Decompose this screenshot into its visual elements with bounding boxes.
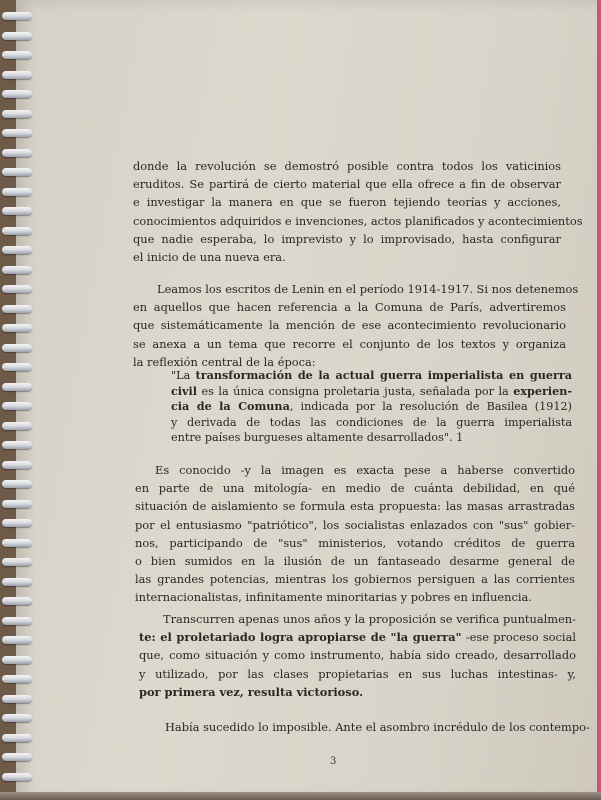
binding-ring xyxy=(2,285,32,293)
binding-ring xyxy=(2,149,32,157)
binding-ring xyxy=(2,695,32,703)
binding-ring xyxy=(2,168,32,176)
binding-ring xyxy=(2,266,32,274)
binding-ring xyxy=(2,207,32,215)
binding-ring xyxy=(2,110,32,118)
binding-ring xyxy=(2,344,32,352)
page-bottom-edge xyxy=(0,792,601,800)
text-line: Es conocido -y la imagen es exacta pese a haberse convertido xyxy=(155,463,575,477)
quote-line: entre países burgueses altamente desarrollados". 1 xyxy=(171,431,464,445)
quote-line: cia de la Comuna, indicada por la resolución de Basilea (1912) xyxy=(171,399,573,414)
binding-ring xyxy=(2,227,32,235)
text-line: Había sucedido lo imposible. Ante el asombro incrédulo de los contempo- xyxy=(165,720,590,734)
page-edge xyxy=(597,0,601,800)
text-line: se anexa a un tema que recorre el conjunto de los textos y organiza xyxy=(133,336,566,351)
binding-ring xyxy=(2,539,32,547)
binding-ring xyxy=(2,90,32,98)
text-line: Leamos los escritos de Lenin en el período 1914-1917. Si nos detenemos xyxy=(157,282,579,296)
quote-line: civil es la única consigna proletaria justa, señalada por la experien- xyxy=(171,383,572,398)
binding-ring xyxy=(2,636,32,644)
text-line: eruditos. Se partirá de cierto material que ella ofrece a fin de observar xyxy=(133,177,561,192)
binding-ring xyxy=(2,51,32,59)
binding-ring xyxy=(2,519,32,527)
binding-ring xyxy=(2,578,32,586)
binding-ring xyxy=(2,558,32,566)
text-line: las grandes potencias, mientras los gobiernos persiguen a las corrientes xyxy=(135,572,575,587)
binding-ring xyxy=(2,188,32,196)
binding-ring xyxy=(2,597,32,605)
text-line: el inicio de una nueva era. xyxy=(133,250,286,265)
binding-ring xyxy=(2,480,32,488)
paragraph-1 xyxy=(133,157,583,266)
text-line: la reflexión central de la época: xyxy=(133,354,316,369)
text-line: en parte de una mitología- en medio de cuánta debilidad, en qué xyxy=(135,481,575,496)
binding-ring xyxy=(2,675,32,683)
quote-line: y derivada de todas las condiciones de la guerra imperialista xyxy=(171,415,572,429)
binding-ring xyxy=(2,656,32,664)
text-line: e investigar la manera en que se fueron tejiendo teorías y acciones, xyxy=(133,195,561,210)
text-line: y utilizado, por las clases propietarias en sus luchas intestinas- y, xyxy=(139,666,576,681)
binding-ring xyxy=(2,500,32,508)
text-line: donde la revolución se demostró posible contra todos los vaticinios xyxy=(133,159,561,173)
binding-ring xyxy=(2,422,32,430)
binding-ring xyxy=(2,402,32,410)
binding-ring xyxy=(2,12,32,20)
binding-ring xyxy=(2,129,32,137)
binding-ring xyxy=(2,383,32,391)
text-line: conocimientos adquiridos e invenciones, actos planificados y acontecimientos xyxy=(133,213,583,228)
binding-ring xyxy=(2,32,32,40)
binding-ring xyxy=(2,363,32,371)
text-line: nos, participando de "sus" ministerios, votando créditos de guerra xyxy=(135,535,575,550)
paragraph-5 xyxy=(165,718,590,736)
quote-line: "La transformación de la actual guerra imperialista en guerra xyxy=(171,368,572,382)
binding-ring xyxy=(2,461,32,469)
text-line: te: el proletariado logra apropiarse de "la guerra" -ese proceso social xyxy=(139,630,576,645)
paragraph-3 xyxy=(135,461,575,607)
binding-ring xyxy=(2,753,32,761)
text-line: que, como situación y como instrumento, había sido creado, desarrollado xyxy=(139,648,576,663)
binding-ring xyxy=(2,71,32,79)
text-line: Transcurren apenas unos años y la proposición se verifica puntualmen- xyxy=(163,612,576,626)
text-line: que nadie esperaba, lo imprevisto y lo improvisado, hasta configurar xyxy=(133,231,561,246)
text-line: internacionalistas, infinitamente minoritarias y pobres en influencia. xyxy=(135,590,532,605)
text-line: o bien sumidos en la ilusión de un fantaseado desarme general de xyxy=(135,554,575,569)
page-number: 3 xyxy=(330,756,337,767)
text-line: por primera vez, resulta victorioso. xyxy=(139,684,364,699)
binding-ring xyxy=(2,305,32,313)
paragraph-2 xyxy=(133,280,579,371)
binding-ring xyxy=(2,441,32,449)
binding-ring xyxy=(2,734,32,742)
binding-ring xyxy=(2,324,32,332)
block-quote xyxy=(171,368,572,446)
binding-ring xyxy=(2,714,32,722)
binding-ring xyxy=(2,773,32,781)
paragraph-4 xyxy=(139,610,576,701)
binding-ring xyxy=(2,617,32,625)
text-line: por el entusiasmo "patriótico", los socialistas enlazados con "sus" gobier- xyxy=(135,517,575,532)
text-line: en aquellos que hacen referencia a la Comuna de París, advertiremos xyxy=(133,300,566,315)
text-line: que sistemáticamente la mención de ese acontecimiento revolucionario xyxy=(133,318,566,333)
text-line: situación de aislamiento se formula esta propuesta: las masas arrastradas xyxy=(135,499,575,514)
spiral-binding xyxy=(0,0,40,800)
binding-ring xyxy=(2,246,32,254)
